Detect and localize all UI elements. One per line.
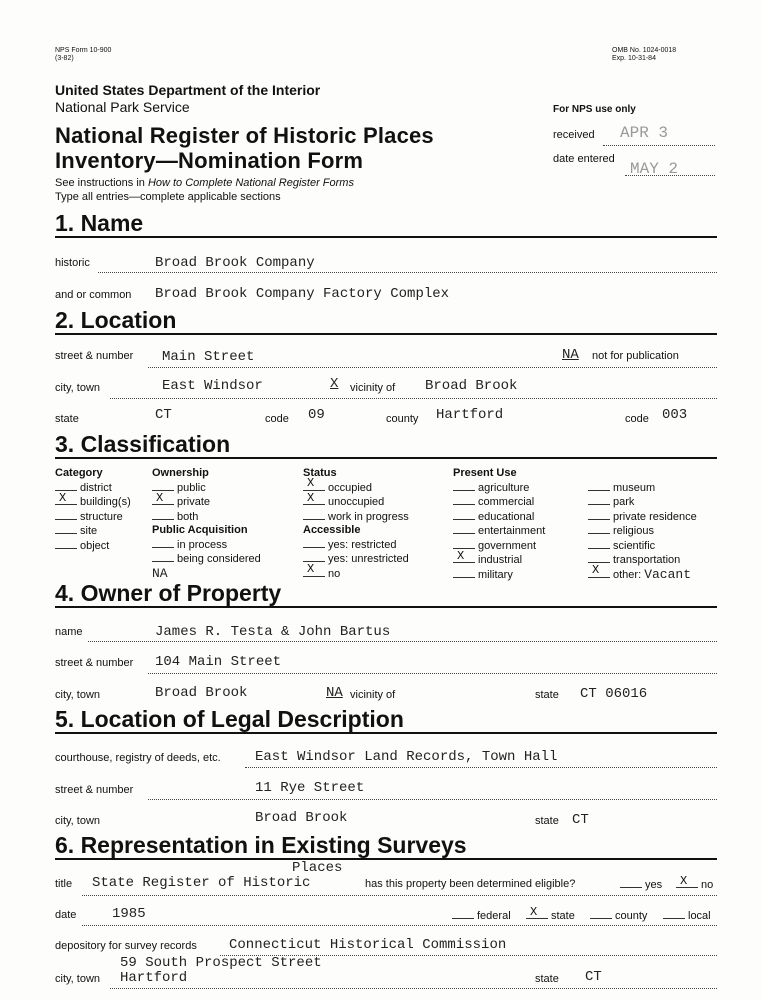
owner-name: James R. Testa & John Bartus xyxy=(155,624,391,640)
depository-label: depository for survey records xyxy=(55,940,197,952)
status-work-in-progress: work in progress xyxy=(303,510,409,525)
acc-restricted: yes: restricted xyxy=(303,538,409,553)
form-revision: (3-82) xyxy=(55,55,74,62)
present-use-column-1 xyxy=(453,467,545,582)
depository-state: CT xyxy=(585,969,602,985)
status-unoccupied: X unoccupied xyxy=(303,495,409,510)
courthouse-label: courthouse, registry of deeds, etc. xyxy=(55,752,221,764)
legal-street-label: street & number xyxy=(55,784,134,796)
depository-city-label: city, town xyxy=(55,973,101,985)
legal-state: CT xyxy=(572,812,589,828)
form-title-2: Inventory—Nomination Form xyxy=(55,148,364,173)
owner-state: CT 06016 xyxy=(580,686,648,702)
received-stamp: APR 3 xyxy=(620,124,669,142)
code-value: 09 xyxy=(308,407,325,423)
own-both: both xyxy=(152,510,261,525)
form-number: NPS Form 10-900 xyxy=(55,47,112,54)
street-number-label: street & number xyxy=(55,350,134,362)
level-county: county xyxy=(590,909,647,922)
department: United States Department of the Interior xyxy=(55,82,321,98)
depository-city: Hartford xyxy=(120,970,188,986)
use-religious: religious xyxy=(588,524,697,539)
legal-street: 11 Rye Street xyxy=(255,780,365,796)
survey-title-label: title xyxy=(55,878,73,890)
form-title-1: National Register of Historic Places xyxy=(55,123,434,148)
owner-state-label: state xyxy=(535,689,559,701)
use-private-residence: private residence xyxy=(588,510,697,525)
depository-street: 59 South Prospect Street xyxy=(120,955,322,971)
status-heading: Status xyxy=(303,467,337,479)
acc-unrestricted: yes: unrestricted xyxy=(303,552,409,567)
section-5-title: 5. Location of Legal Description xyxy=(55,706,404,732)
omb-number: OMB No. 1024-0018 xyxy=(612,47,677,54)
use-government: government xyxy=(453,539,545,554)
date-entered-label: date entered xyxy=(553,153,615,165)
cat-site: site xyxy=(55,524,131,539)
use-industrial: X industrial xyxy=(453,553,545,568)
use-entertainment: entertainment xyxy=(453,524,545,539)
survey-title-continued: Places xyxy=(292,860,343,876)
use-scientific: scientific xyxy=(588,539,697,554)
owner-street: 104 Main Street xyxy=(155,654,282,670)
ownership-column xyxy=(152,467,261,580)
depository-value: Connecticut Historical Commission xyxy=(229,937,507,953)
owner-na: NA xyxy=(326,685,343,701)
city-value: East Windsor xyxy=(162,378,263,394)
owner-city-label: city, town xyxy=(55,689,101,701)
code-label: code xyxy=(265,413,289,425)
use-commercial: commercial xyxy=(453,495,545,510)
own-private: X private xyxy=(152,495,261,510)
section-1-title: 1. Name xyxy=(55,210,144,236)
other-use-value: Vacant xyxy=(644,566,692,582)
acquisition-na: NA xyxy=(152,565,168,581)
eligible-yes: yes xyxy=(620,878,662,891)
use-park: park xyxy=(588,495,697,510)
use-military: military xyxy=(453,568,545,583)
level-local: local xyxy=(663,909,711,922)
code2-label: code xyxy=(625,413,649,425)
expiration: Exp. 10-31-84 xyxy=(612,55,656,62)
use-transportation: transportation xyxy=(588,553,697,568)
nps-use-only: For NPS use only xyxy=(553,104,636,115)
instructions: See instructions in How to Complete National Register Forms xyxy=(55,177,354,189)
common-name-label: and or common xyxy=(55,289,132,301)
use-agriculture: agriculture xyxy=(453,481,545,496)
historic-label: historic xyxy=(55,257,90,269)
county-value: Hartford xyxy=(436,407,504,423)
survey-date-label: date xyxy=(55,909,77,921)
code2-value: 003 xyxy=(662,407,688,423)
city-town-label: city, town xyxy=(55,382,101,394)
vicinity-value: Broad Brook xyxy=(425,378,518,394)
cat-structure: structure xyxy=(55,510,131,525)
use-other: X other: Vacant xyxy=(588,568,697,583)
not-for-publication: not for publication xyxy=(592,350,679,362)
survey-title: State Register of Historic xyxy=(92,875,311,891)
agency: National Park Service xyxy=(55,99,190,115)
state-value: CT xyxy=(155,407,172,423)
eligible-question: has this property been determined eligible? xyxy=(365,878,576,890)
use-museum: museum xyxy=(588,481,697,496)
status-occupied: X occupied xyxy=(303,481,409,496)
na-mark: NA xyxy=(562,347,579,363)
acquisition-heading: Public Acquisition xyxy=(152,524,248,536)
courthouse-value: East Windsor Land Records, Town Hall xyxy=(255,749,558,765)
section-4-title: 4. Owner of Property xyxy=(55,580,282,606)
state-label: state xyxy=(55,413,79,425)
owner-city: Broad Brook xyxy=(155,685,248,701)
category-heading: Category xyxy=(55,467,103,479)
section-2-title: 2. Location xyxy=(55,307,177,333)
survey-date: 1985 xyxy=(112,906,146,922)
legal-city: Broad Brook xyxy=(255,810,348,826)
legal-city-label: city, town xyxy=(55,815,101,827)
received-label: received xyxy=(553,129,595,141)
legal-state-label: state xyxy=(535,815,559,827)
vicinity-mark: X xyxy=(330,376,339,392)
section-6-title: 6. Representation in Existing Surveys xyxy=(55,832,467,858)
date-entered-stamp: MAY 2 xyxy=(630,160,679,178)
acq-in-process: in process xyxy=(152,538,261,553)
street-value: Main Street xyxy=(162,349,255,365)
cat-district: district xyxy=(55,481,131,496)
ownership-heading: Ownership xyxy=(152,467,209,479)
type-all-entries: Type all entries—complete applicable sections xyxy=(55,191,281,203)
section-3-title: 3. Classification xyxy=(55,431,231,457)
depository-state-label: state xyxy=(535,973,559,985)
owner-street-label: street & number xyxy=(55,657,134,669)
category-column xyxy=(55,467,131,553)
present-use-heading: Present Use xyxy=(453,467,517,479)
acc-no: X no xyxy=(303,567,409,582)
historic-name: Broad Brook Company xyxy=(155,255,315,271)
cat-object: object xyxy=(55,539,131,554)
cat-buildings: X building(s) xyxy=(55,495,131,510)
owner-vicinity-label: vicinity of xyxy=(350,689,396,701)
level-state: X state xyxy=(526,909,575,922)
owner-name-label: name xyxy=(55,626,83,638)
present-use-column-2 xyxy=(588,481,697,583)
common-name: Broad Brook Company Factory Complex xyxy=(155,286,450,302)
county-label: county xyxy=(386,413,419,425)
eligible-no: X no xyxy=(676,878,713,891)
status-column xyxy=(303,467,409,581)
acq-being-considered: being considered xyxy=(152,552,261,567)
use-educational: educational xyxy=(453,510,545,525)
accessible-heading: Accessible xyxy=(303,524,361,536)
vicinity-label: vicinity of xyxy=(350,382,396,394)
own-public: public xyxy=(152,481,261,496)
level-federal: federal xyxy=(452,909,511,922)
